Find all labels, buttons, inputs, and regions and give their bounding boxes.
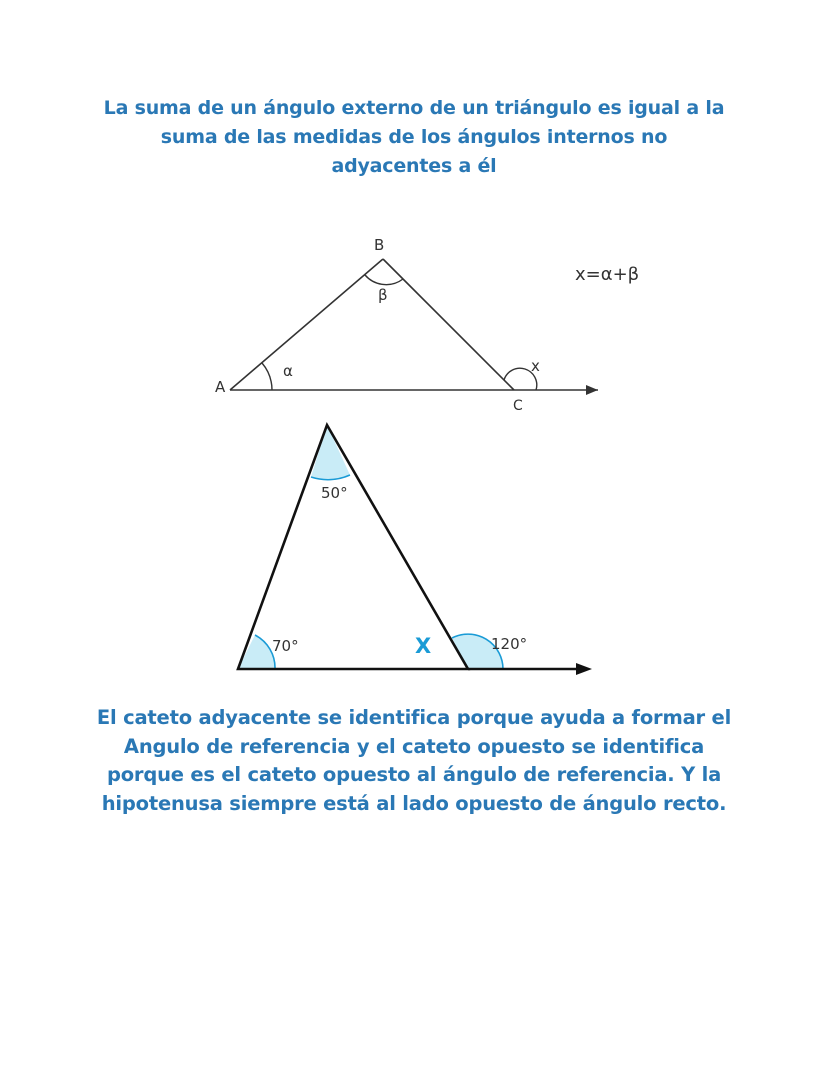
- alpha-label: α: [283, 362, 293, 380]
- alpha-arc: [262, 363, 272, 390]
- triangle-2-outline: [238, 425, 468, 669]
- ray-arrowhead: [586, 385, 598, 395]
- x-label: x: [531, 357, 540, 375]
- angle-50-label: 50°: [321, 484, 348, 502]
- beta-label: β: [378, 286, 388, 304]
- triangle-diagram-2: [238, 425, 592, 675]
- formula-label: x=α+β: [575, 264, 640, 285]
- explanation-paragraph: El cateto adyacente se identifica porque ayuda a formar el Angulo de referencia y el cateto opuesto se identifica porque es el cateto opuesto al ángulo de referencia. Y la hipotenusa siempre está al lado opuesto de ángulo recto.: [96, 706, 732, 815]
- vertex-c-label: C: [513, 398, 523, 414]
- intro-paragraph: La suma de un ángulo externo de un triángulo es igual a la suma de las medidas de los ángulos internos no adyacentes a él: [103, 97, 725, 177]
- triangle-diagram-1: [215, 236, 639, 414]
- vertex-b-label: B: [374, 236, 385, 254]
- angle-120-label: 120°: [491, 635, 528, 653]
- unknown-angle-label: X: [415, 634, 432, 658]
- extension-arrowhead: [576, 663, 592, 675]
- beta-arc: [365, 275, 403, 285]
- angle-70-label: 70°: [272, 637, 299, 655]
- vertex-a-label: A: [215, 378, 226, 396]
- side-ab: [230, 259, 383, 390]
